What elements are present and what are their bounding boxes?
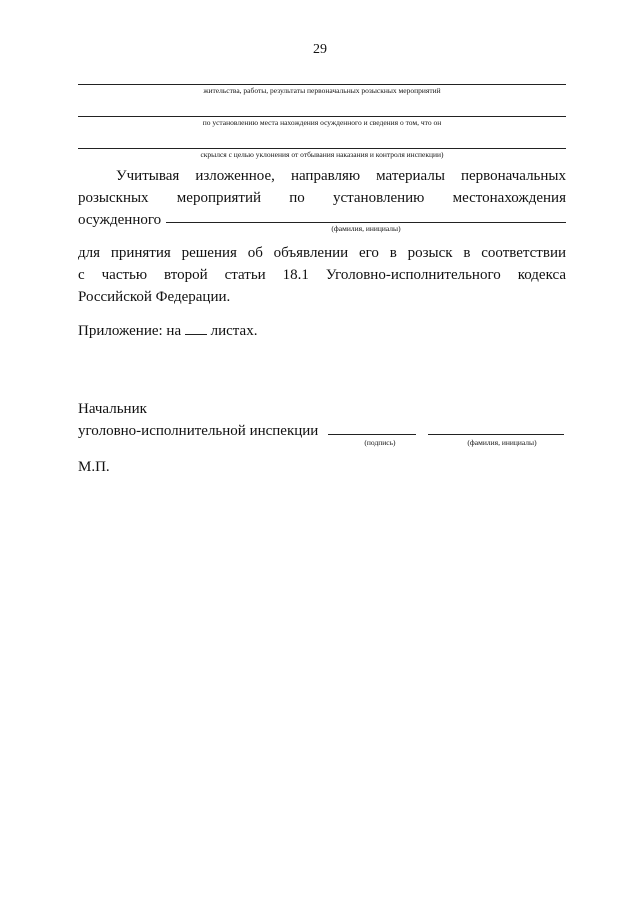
header-caption-3: скрылся с целью уклонения от отбывания наказания и контроля инспекции): [200, 150, 444, 159]
signature-title-line2: уголовно-исполнительной инспекции: [78, 423, 319, 439]
stamp-label: М.П.: [78, 459, 110, 475]
signature-blank-line: [328, 434, 416, 435]
paragraph2-line2: с частью второй статьи 18.1 Уголовно-исполнительного кодекса: [78, 267, 566, 283]
attachment-suffix: листах.: [210, 323, 258, 339]
attachment-count-blank: [185, 334, 207, 335]
name-caption: (фамилия, инициалы): [331, 224, 401, 233]
header-rule-2: [78, 116, 566, 117]
name-blank-line: [166, 222, 566, 223]
header-rule-1: [78, 84, 566, 85]
header-rule-3: [78, 148, 566, 149]
paragraph1-line2: розыскных мероприятий по установлению местонахождения: [78, 190, 566, 206]
paragraph2-line1: для принятия решения об объявлении его в розыск в соответствии: [78, 245, 566, 261]
paragraph1-line1: Учитывая изложенное, направляю материалы первоначальных: [116, 168, 566, 184]
paragraph1-line3-prefix: осужденного: [78, 212, 162, 228]
signature-name-caption: (фамилия, инициалы): [467, 438, 537, 447]
signature-title-line1: Начальник: [78, 401, 147, 417]
header-caption-2: по установлению места нахождения осужденного и сведения о том, что он: [202, 118, 442, 127]
signature-name-blank-line: [428, 434, 564, 435]
signature-caption: (подпись): [364, 438, 396, 447]
page-number: 29: [313, 42, 327, 57]
paragraph2-line3: Российской Федерации.: [78, 289, 231, 305]
attachment-prefix: Приложение: на: [78, 323, 182, 339]
paragraph1-line3: [78, 209, 161, 231]
header-caption-1: жительства, работы, результаты первоначальных розыскных мероприятий: [203, 86, 441, 95]
attachment-line: [78, 320, 257, 342]
